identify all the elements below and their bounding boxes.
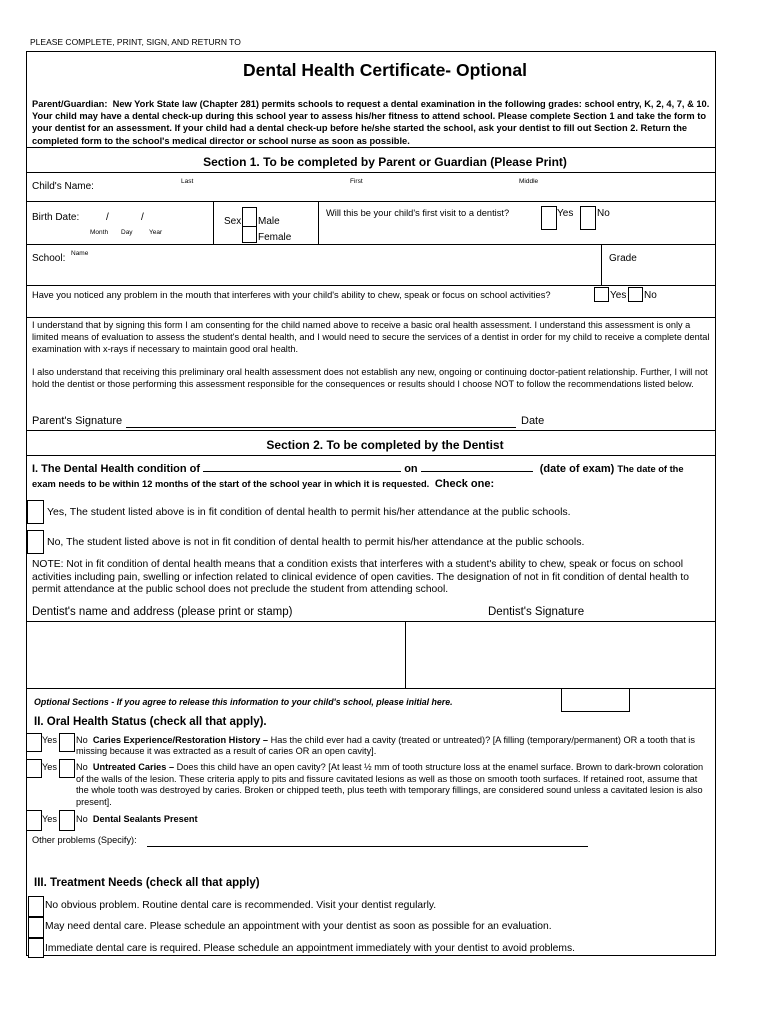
first-visit-no-label: No <box>597 208 610 219</box>
birth-date-input[interactable] <box>85 205 210 229</box>
treat-2-checkbox[interactable] <box>28 917 44 938</box>
male-label: Male <box>258 216 280 227</box>
section2-heading: Section 2. To be completed by the Dentist <box>266 438 504 452</box>
treat-2-label: May need dental care. Please schedule an appointment with your dentist as soon as possible for an evaluation. <box>45 921 552 932</box>
male-checkbox[interactable] <box>242 207 257 227</box>
treat-3-checkbox[interactable] <box>28 938 44 958</box>
treat-1-label: No obvious problem. Routine dental care is recommended. Visit your dentist regularly. <box>45 900 437 911</box>
caries-no-label: No <box>76 735 88 745</box>
caries-no-checkbox[interactable] <box>59 733 75 752</box>
dentist-signature-label: Dentist's Signature <box>488 606 585 618</box>
divider <box>26 244 716 245</box>
first-visit-question: Will this be your child's first visit to a dentist? <box>326 208 510 218</box>
untreated-yes-label: Yes <box>42 762 57 772</box>
top-note: PLEASE COMPLETE, PRINT, SIGN, AND RETURN TO <box>30 37 241 47</box>
problem-yes-checkbox[interactable] <box>594 287 609 302</box>
page-title: Dental Health Certificate- Optional <box>243 60 527 80</box>
untreated-text: Does this child have an open cavity? [At least ½ mm of tooth structure loss at the enamel surface. Brown to dark-brown coloration of the walls of the lesion. These criteria apply to pits and fissure cavitated lesions as well as those on smooth tooth surfaces. If retained root, assume that the whole tooth was destroyed by caries. Broken or chipped teeth, plus teeth with temporary fillings, are considered sound unless a cavitated lesion is also present]. <box>76 762 704 807</box>
intro-paragraph <box>32 98 710 147</box>
treat-3-label: Immediate dental care is required. Please schedule an appointment immediately with your dentist to avoid problems. <box>45 943 575 954</box>
parent-signature-label: Parent's Signature <box>32 415 123 427</box>
other-problems-line[interactable] <box>147 846 588 847</box>
first-visit-yes-label: Yes <box>557 208 574 219</box>
problem-yes-label: Yes <box>610 290 627 301</box>
school-label: School: <box>32 253 66 264</box>
fit-note: NOTE: Not in fit condition of dental health means that a condition exists that interferes with a student's ability to chew, speak or focus on school activities including pain, swelling or infection related to clinical evidence of open cavities. The designation of not in fit condition of dental health to permit attendance at the public school does not preclude the student from attending school. <box>32 559 689 595</box>
exam-note-line <box>32 478 494 490</box>
untreated-item <box>76 762 712 808</box>
dentist-signature-field[interactable] <box>408 623 714 686</box>
parent-signature-line[interactable] <box>126 427 516 428</box>
initial-here-box[interactable] <box>561 688 630 712</box>
student-name-blank[interactable] <box>203 461 401 472</box>
divider <box>601 244 602 285</box>
problem-no-checkbox[interactable] <box>628 287 643 302</box>
divider <box>405 621 406 688</box>
condition-line <box>32 461 684 475</box>
divider <box>26 172 716 173</box>
divider <box>26 455 716 456</box>
childs-name-label: Child's Name: <box>32 181 94 192</box>
first-visit-yes-checkbox[interactable] <box>541 206 557 230</box>
grade-label: Grade <box>609 253 637 264</box>
name-first-label: First <box>350 178 363 185</box>
dentist-name-address-field[interactable] <box>28 623 403 686</box>
treatment-heading: III. Treatment Needs (check all that apply) <box>34 877 260 889</box>
sealants-label: Dental Sealants Present <box>92 814 198 824</box>
exam-note-b: exam needs to be within 12 months of the start of the school year in which it is requested. <box>32 479 430 489</box>
name-middle-label: Middle <box>519 178 539 185</box>
sealants-no-label: No <box>76 814 88 824</box>
section1-heading: Section 1. To be completed by Parent or Guardian (Please Print) <box>203 155 567 169</box>
fit-no-label: No, The student listed above is not in fit condition of dental health to permit his/her attendance at the public schools. <box>47 536 585 548</box>
intro-label: Parent/Guardian: <box>32 99 108 109</box>
caries-yes-checkbox[interactable] <box>26 733 42 752</box>
caries-yes-label: Yes <box>42 735 57 745</box>
condition-label: I. The Dental Health condition of <box>32 463 201 475</box>
untreated-no-label: No <box>76 762 88 772</box>
untreated-yes-checkbox[interactable] <box>26 759 42 778</box>
check-one-label: Check one: <box>434 478 495 490</box>
female-label: Female <box>258 232 292 243</box>
exam-note-a: The date of the <box>617 464 684 474</box>
divider <box>26 285 716 286</box>
intro-text: New York State law (Chapter 281) permits schools to request a dental examination in the following grades: school entry, K, 2, 4, 7, & 10. Your child may have a dental check-up during this school year to assess his/her fitness to attend school. Please complete Section 1 and take the form to your dentist for an assessment. If your child had a dental check-up before he/she started the school, ask your dentist to fill out Section 2. Return the completed form to the school's medical director or school nurse as soon as possible. <box>32 99 710 146</box>
divider <box>26 621 716 622</box>
sealants-yes-checkbox[interactable] <box>26 810 42 831</box>
consent-paragraph-2: I also understand that receiving this preliminary oral health assessment does not establish any new, ongoing or continuing doctor-patient relationship. Further, I will not hold the dentist or those performing this assessment responsible for the consequences or results should I choose NOT to follow the recommendations listed below. <box>32 367 708 389</box>
divider <box>318 201 319 244</box>
on-label: on <box>404 463 418 475</box>
parent-date-label: Date <box>521 415 545 427</box>
exam-date-blank[interactable] <box>421 461 533 472</box>
caries-label: Caries Experience/Restoration History – <box>92 735 269 745</box>
month-label: Month <box>90 229 109 236</box>
untreated-label: Untreated Caries – <box>92 762 175 772</box>
fit-yes-checkbox[interactable] <box>27 500 44 524</box>
sealants-no-checkbox[interactable] <box>59 810 75 831</box>
day-label: Day <box>121 229 133 236</box>
birth-date-label: Birth Date: <box>32 212 80 223</box>
sex-label: Sex <box>224 216 242 227</box>
year-label: Year <box>149 229 163 236</box>
date-slash: / <box>141 212 144 223</box>
caries-item <box>76 735 712 758</box>
other-problems-label: Other problems (Specify): <box>32 835 137 845</box>
fit-yes-label: Yes, The student listed above is in fit condition of dental health to permit his/her attendance at the public schools. <box>47 506 571 518</box>
sealants-yes-label: Yes <box>42 814 57 824</box>
fit-no-checkbox[interactable] <box>27 530 44 554</box>
sealants-item <box>76 814 198 824</box>
female-checkbox[interactable] <box>242 226 257 243</box>
optional-intro: Optional Sections - If you agree to release this information to your child's school, please initial here. <box>34 697 453 707</box>
treat-1-checkbox[interactable] <box>28 896 44 917</box>
school-name-label: Name <box>71 250 89 257</box>
divider <box>26 317 716 318</box>
date-slash: / <box>106 212 109 223</box>
date-of-exam-label: (date of exam) <box>539 463 615 475</box>
divider <box>26 201 716 202</box>
name-last-label: Last <box>181 178 194 185</box>
childs-name-input[interactable] <box>100 174 712 200</box>
problem-no-label: No <box>644 290 657 301</box>
caries-text: Has the child ever had a cavity (treated or untreated)? [A filling (temporary/permanent) OR a tooth that is missing because it was extracted as a result of caries OR an open cavity]. <box>76 735 695 757</box>
untreated-no-checkbox[interactable] <box>59 759 75 778</box>
divider <box>26 147 716 148</box>
divider <box>213 201 214 244</box>
problem-question: Have you noticed any problem in the mouth that interferes with your child's ability to chew, speak or focus on school activities? <box>32 290 551 300</box>
first-visit-no-checkbox[interactable] <box>580 206 596 230</box>
school-name-input[interactable] <box>92 247 597 283</box>
oral-health-heading: II. Oral Health Status (check all that apply). <box>34 716 267 728</box>
divider <box>26 430 716 431</box>
consent-paragraph-1: I understand that by signing this form I am consenting for the child named above to receive a basic oral health assessment. I understand this assessment is only a limited means of evaluation to assess the student's dental health, and I would need to secure the services of a dentist in order for my child to receive a complete dental examination with x-rays if necessary to maintain good oral health. <box>32 320 710 354</box>
dentist-name-label: Dentist's name and address (please print or stamp) <box>32 606 293 618</box>
